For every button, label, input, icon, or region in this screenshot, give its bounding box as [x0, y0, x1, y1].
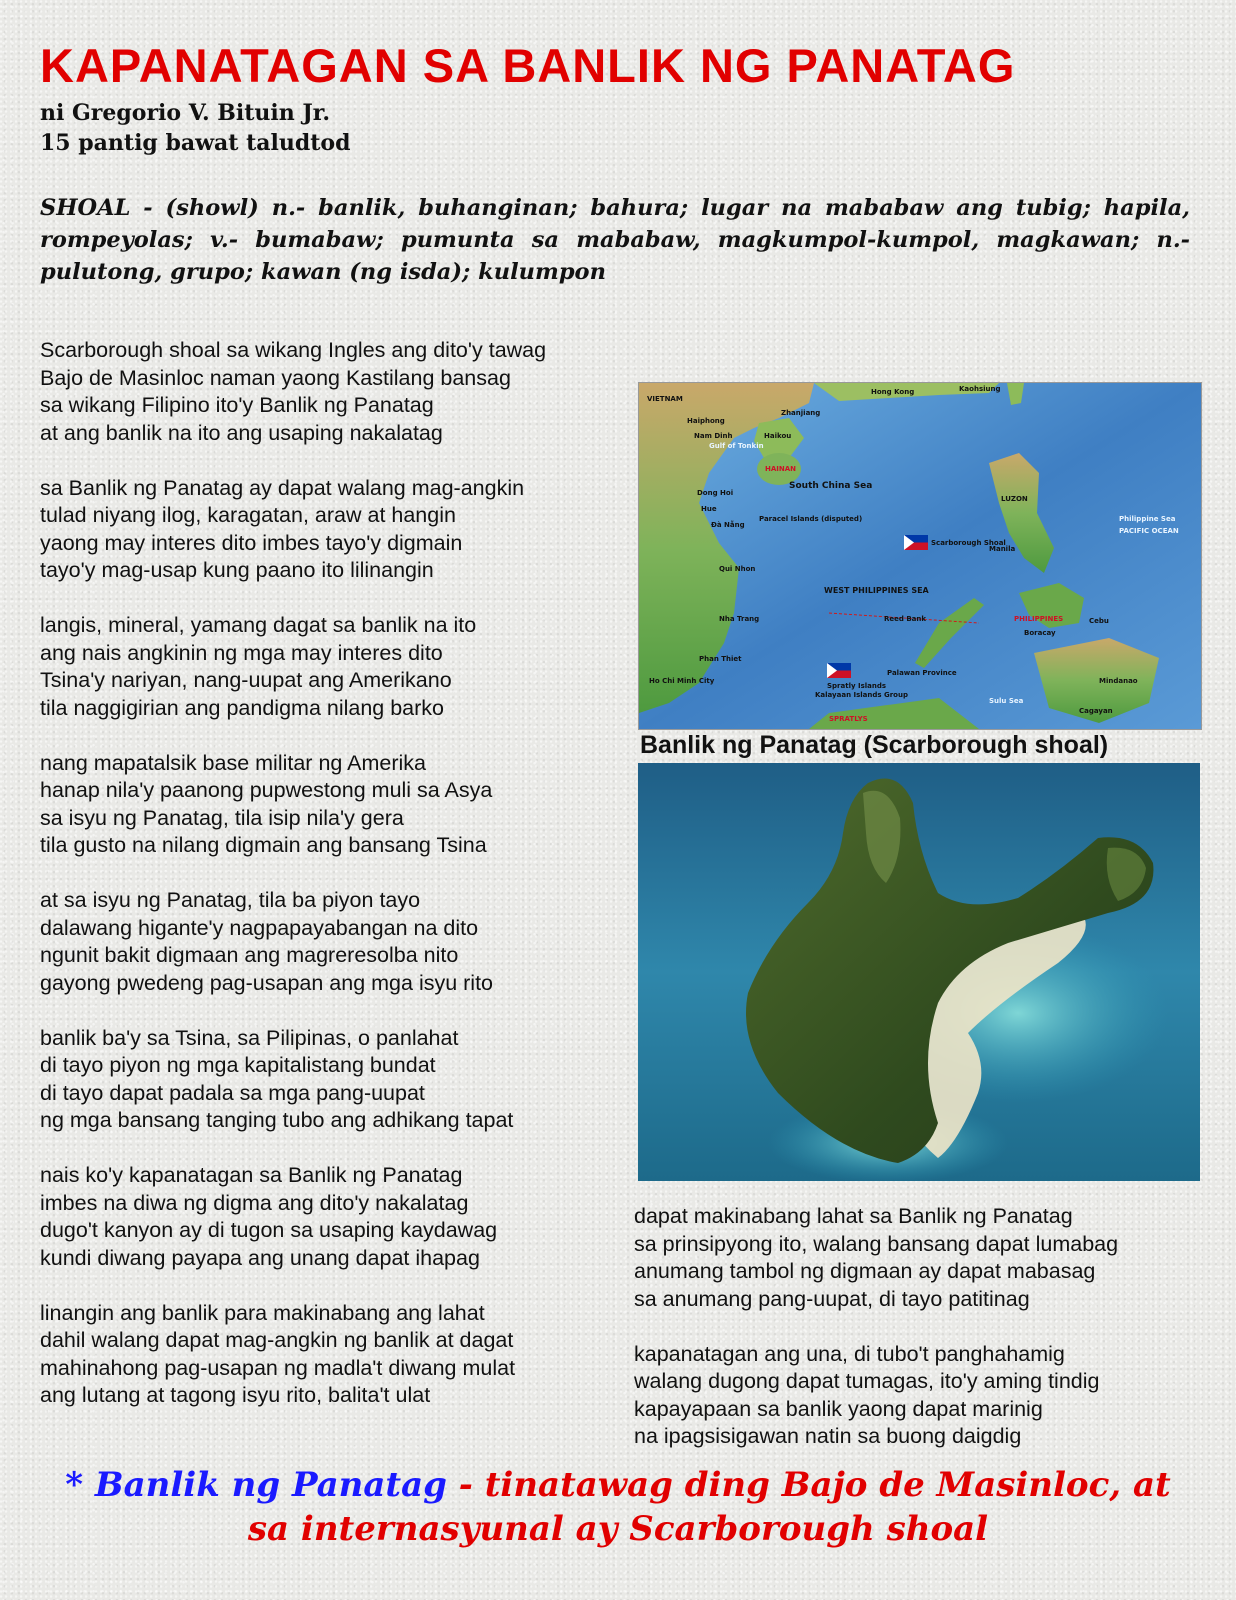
poem-line: ng mga bansang tanging tubo ang adhikang tapat	[40, 1108, 514, 1132]
poem-line: kapayapaan sa banlik yaong dapat marinig	[634, 1396, 1043, 1421]
label-paracel: Paracel Islands (disputed)	[759, 515, 863, 523]
label-philippine-sea: Philippine Sea	[1119, 515, 1176, 523]
poem-line: Tsina'y nariyan, nang-uupat ang Amerikano	[40, 668, 452, 692]
label-cebu: Cebu	[1089, 617, 1109, 625]
footnote	[40, 1463, 1196, 1551]
label-gulf-tonkin: Gulf of Tonkin	[709, 442, 764, 450]
poem-line: langis, mineral, yamang dagat sa banlik na ito	[40, 613, 477, 637]
poem-line: tulad niyang ilog, karagatan, araw at hangin	[40, 503, 456, 527]
south-china-sea-map	[638, 382, 1202, 730]
label-zhanjiang: Zhanjiang	[781, 409, 821, 417]
stanza	[40, 337, 630, 447]
byline	[40, 98, 351, 158]
poem-line: nais ko'y kapanatagan sa Banlik ng Panatag	[40, 1163, 463, 1187]
poem-line: tila gusto na nilang digmain ang bansang Tsina	[40, 833, 487, 857]
label-luzon: LUZON	[1001, 495, 1028, 503]
poem-line: linangin ang banlik para makinabang ang lahat	[40, 1300, 485, 1325]
label-cagayan: Cagayan	[1079, 707, 1113, 715]
poem-line: ang lutang at tagong isyu rito, balita't ulat	[40, 1383, 431, 1407]
stanza	[40, 1162, 630, 1272]
poem-line: na ipagsisigawan natin sa buong daigdig	[634, 1424, 1022, 1448]
author: ni Gregorio V. Bituin Jr.	[40, 100, 331, 126]
poem-column-right	[634, 1203, 1214, 1478]
stanza	[634, 1341, 1214, 1451]
poem-line: tayo'y mag-usap kung paano ito lilinangin	[40, 558, 434, 582]
stanza	[40, 887, 630, 997]
label-scarborough: Scarborough Shoal	[931, 539, 1006, 547]
label-sulu-sea: Sulu Sea	[989, 697, 1024, 705]
poem-line: dahil walang dapat mag-angkin ng banlik at dagat	[40, 1328, 514, 1352]
label-dong-hoi: Dong Hoi	[697, 489, 734, 497]
poem-line: di tayo piyon ng mga kapitalistang bundat	[40, 1053, 436, 1077]
stanza	[634, 1203, 1214, 1313]
poem-line: ngunit bakit digmaan ang magreresolba nito	[40, 943, 459, 967]
poem-line: imbes na diwa ng digma ang dito'y nakalatag	[40, 1190, 469, 1215]
poem-line: banlik ba'y sa Tsina, sa Pilipinas, o panlahat	[40, 1025, 459, 1050]
poem-line: sa anumang pang-uupat, di tayo patitinag	[634, 1286, 1030, 1311]
island-aerial-photo	[638, 763, 1200, 1181]
poem-line: Scarborough shoal sa wikang Ingles ang dito'y tawag	[40, 338, 547, 362]
label-hue: Hue	[701, 505, 717, 513]
label-ho-chi-minh: Ho Chi Minh City	[649, 677, 715, 685]
label-da-nang: Đà Nẵng	[711, 521, 745, 529]
label-phan-thiet: Phan Thiet	[699, 655, 742, 663]
poem-title: KAPANATAGAN SA BANLIK NG PANATAG	[40, 39, 1016, 92]
footnote-term: Banlik ng Panatag	[94, 1465, 447, 1505]
stanza	[40, 475, 630, 585]
poem-line: sa prinsipyong ito, walang bansang dapat lumabag	[634, 1231, 1119, 1256]
footnote-explanation: - tinatawag ding Bajo de Masinloc, at sa internasyunal ay Scarborough shoal	[247, 1465, 1171, 1549]
island-photo-svg	[638, 763, 1200, 1181]
label-palawan: Palawan Province	[887, 669, 957, 677]
label-kalayaan: Kalayaan Islands Group	[815, 691, 908, 699]
poem-line: dalawang higante'y nagpapayabangan na dito	[40, 915, 479, 940]
label-hainan: HAINAN	[765, 465, 797, 473]
poem-line: ang nais angkinin ng mga may interes dito	[40, 640, 443, 665]
label-nam-dinh: Nam Dinh	[694, 432, 733, 440]
label-haikou: Haikou	[764, 432, 792, 440]
poem-line: gayong pwedeng pag-usapan ang mga isyu rito	[40, 970, 494, 995]
poem-line: kundi diwang payapa ang unang dapat ihapag	[40, 1245, 480, 1270]
poem-line: nang mapatalsik base militar ng Amerika	[40, 750, 426, 775]
poem-line: Bajo de Masinloc naman yaong Kastilang bansag	[40, 365, 511, 390]
poem-line: sa Banlik ng Panatag ay dapat walang mag-angkin	[40, 475, 525, 500]
poem-line: mahinahong pag-usapan ng madla't diwang mulat	[40, 1355, 516, 1380]
stanza	[40, 1300, 630, 1410]
poem-line: di tayo dapat padala sa mga pang-uupat	[40, 1080, 425, 1105]
label-south-china-sea: South China Sea	[789, 481, 873, 491]
label-west-ph-sea: WEST PHILIPPINES SEA	[824, 586, 929, 595]
stanza	[40, 612, 630, 722]
poem-line: at sa isyu ng Panatag, tila ba piyon tayo	[40, 888, 421, 912]
label-philippines: PHILIPPINES	[1014, 615, 1064, 623]
poem-line: anumang tambol ng digmaan ay dapat mabasag	[634, 1259, 1096, 1283]
poem-line: yaong may interes dito imbes tayo'y digmain	[40, 530, 463, 555]
poem-line: dapat makinabang lahat sa Banlik ng Panatag	[634, 1204, 1073, 1228]
poem-line: sa wikang Filipino ito'y Banlik ng Panatag	[40, 393, 434, 417]
footnote-star: *	[65, 1465, 84, 1505]
label-manila: Manila	[989, 545, 1016, 553]
label-haiphong: Haiphong	[687, 417, 725, 425]
poem-line: at ang banlik na ito ang usaping nakalatag	[40, 420, 443, 445]
poem-line: dugo't kanyon ay di tugon sa usaping kaydawag	[40, 1218, 498, 1242]
stanza	[40, 750, 630, 860]
map-svg	[639, 383, 1201, 729]
shoal-definition: SHOAL - (showl) n.- banlik, buhanginan; bahura; lugar na mababaw ang tubig; hapila, rompeyolas; v.- bumabaw; pumunta sa mababaw, magkumpol-kumpol, magkawan; n.- pulutong, grupo; kawan (ng isda); kulumpon	[40, 195, 1190, 285]
label-kaohsiung: Kaohsiung	[959, 385, 1001, 393]
poem-line: kapanatagan ang una, di tubo't panghahamig	[634, 1341, 1065, 1366]
poem-line: hanap nila'y paanong pupwestong muli sa Asya	[40, 778, 493, 802]
poem-column-left	[40, 337, 630, 1437]
label-pacific: PACIFIC OCEAN	[1119, 527, 1179, 535]
poem-line: walang dugong dapat tumagas, ito'y aming tindig	[634, 1369, 1100, 1393]
label-reed-bank: Reed Bank	[884, 615, 927, 623]
poem-line: sa isyu ng Panatag, tila isip nila'y gera	[40, 805, 404, 830]
label-spratlys: SPRATLYS	[829, 715, 868, 723]
meter-note: 15 pantig bawat taludtod	[40, 130, 351, 156]
stanza	[40, 1025, 630, 1135]
label-spratly-islands: Spratly Islands	[827, 682, 887, 690]
label-hong-kong: Hong Kong	[871, 388, 915, 396]
poem-line: tila naggigirian ang pandigma nilang barko	[40, 695, 445, 720]
label-vietnam: VIETNAM	[647, 395, 683, 403]
label-mindanao: Mindanao	[1099, 677, 1138, 685]
label-qui-nhon: Qui Nhon	[719, 565, 756, 573]
label-nha-trang: Nha Trang	[719, 615, 760, 623]
label-boracay: Boracay	[1024, 629, 1056, 637]
map-caption: Banlik ng Panatag (Scarborough shoal)	[640, 731, 1109, 759]
